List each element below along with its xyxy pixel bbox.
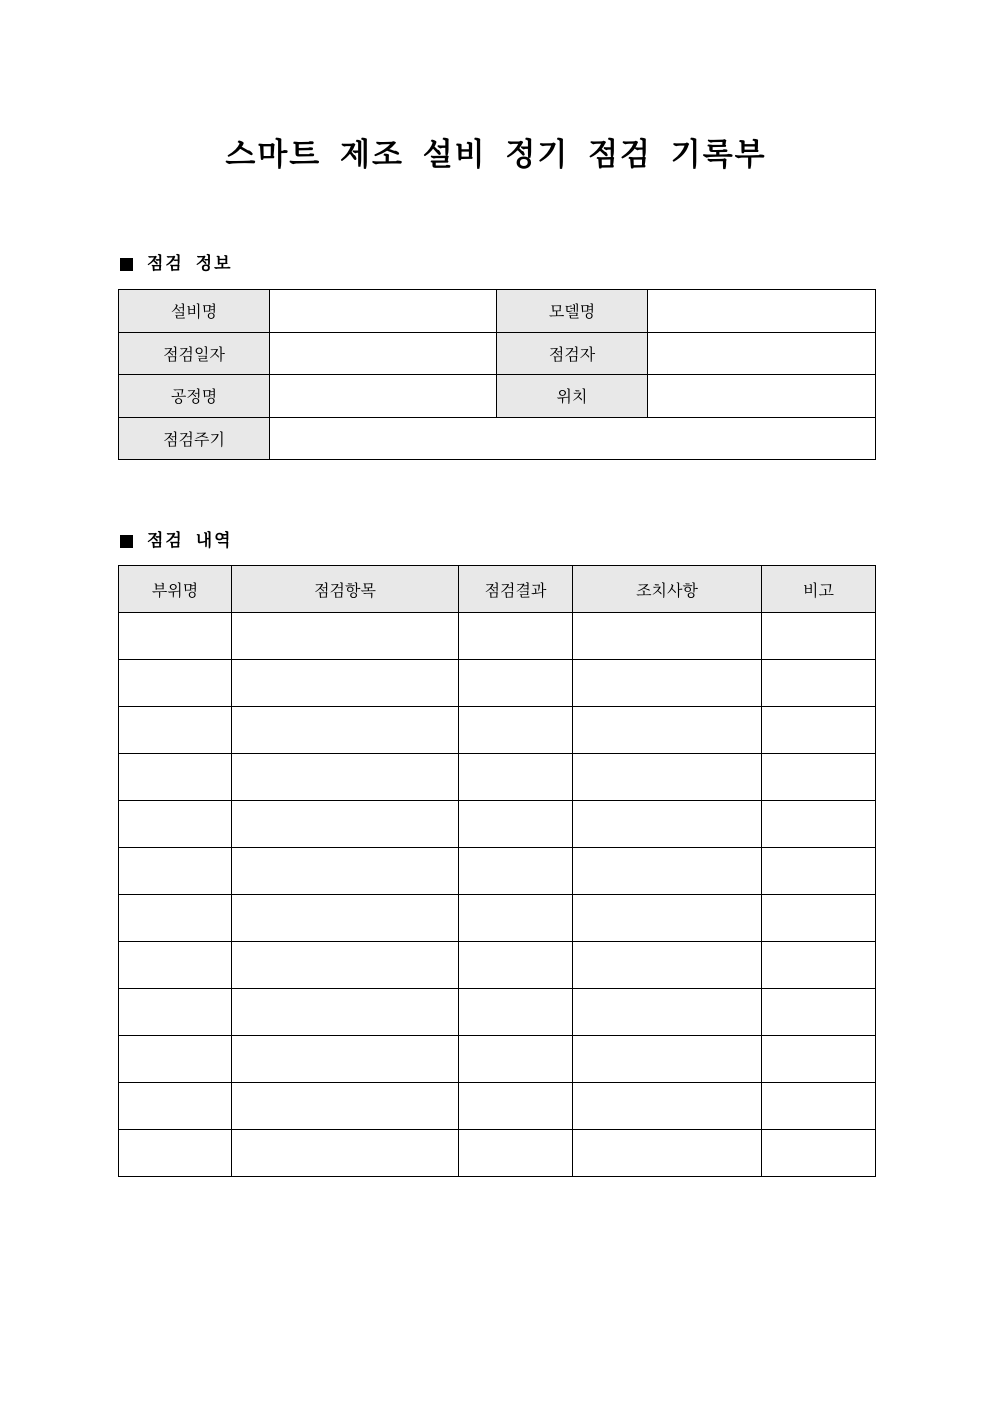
model-name-label: 모델명	[497, 290, 648, 333]
location-field[interactable]	[648, 375, 876, 418]
equipment-name-label: 설비명	[119, 290, 270, 333]
inspection-item-cell[interactable]	[232, 707, 459, 754]
model-name-field[interactable]	[648, 290, 876, 333]
inspection-item-cell[interactable]	[232, 754, 459, 801]
part-name-cell[interactable]	[119, 1083, 232, 1130]
table-row	[119, 613, 876, 660]
table-row	[119, 942, 876, 989]
info-row	[119, 417, 876, 460]
inspector-label: 점검자	[497, 332, 648, 375]
part-name-cell[interactable]	[119, 660, 232, 707]
result-cell[interactable]	[459, 1130, 573, 1177]
square-bullet-icon	[120, 535, 133, 548]
result-cell[interactable]	[459, 613, 573, 660]
process-name-field[interactable]	[270, 375, 497, 418]
remarks-cell[interactable]	[762, 942, 876, 989]
result-cell[interactable]	[459, 848, 573, 895]
part-name-cell[interactable]	[119, 754, 232, 801]
result-cell[interactable]	[459, 1083, 573, 1130]
action-cell[interactable]	[573, 801, 762, 848]
column-header-remarks: 비고	[762, 566, 876, 613]
inspection-item-cell[interactable]	[232, 848, 459, 895]
inspection-detail-table	[118, 565, 876, 1177]
remarks-cell[interactable]	[762, 895, 876, 942]
inspection-item-cell[interactable]	[232, 1036, 459, 1083]
info-row	[119, 332, 876, 375]
inspection-item-cell[interactable]	[232, 895, 459, 942]
remarks-cell[interactable]	[762, 848, 876, 895]
equipment-name-field[interactable]	[270, 290, 497, 333]
part-name-cell[interactable]	[119, 942, 232, 989]
action-cell[interactable]	[573, 613, 762, 660]
info-row	[119, 375, 876, 418]
part-name-cell[interactable]	[119, 895, 232, 942]
action-cell[interactable]	[573, 754, 762, 801]
column-header-part-name: 부위명	[119, 566, 232, 613]
result-cell[interactable]	[459, 801, 573, 848]
remarks-cell[interactable]	[762, 1130, 876, 1177]
inspection-item-cell[interactable]	[232, 660, 459, 707]
inspection-item-cell[interactable]	[232, 989, 459, 1036]
inspection-date-field[interactable]	[270, 332, 497, 375]
page-title: 스마트 제조 설비 정기 점검 기록부	[225, 137, 767, 173]
table-row	[119, 754, 876, 801]
result-cell[interactable]	[459, 942, 573, 989]
part-name-cell[interactable]	[119, 613, 232, 660]
result-cell[interactable]	[459, 660, 573, 707]
inspection-date-label: 점검일자	[119, 332, 270, 375]
result-cell[interactable]	[459, 895, 573, 942]
action-cell[interactable]	[573, 848, 762, 895]
action-cell[interactable]	[573, 707, 762, 754]
result-cell[interactable]	[459, 707, 573, 754]
column-header-inspection-item: 점검항목	[232, 566, 459, 613]
column-header-result: 점검결과	[459, 566, 573, 613]
inspection-info-table	[118, 289, 876, 460]
table-row	[119, 1036, 876, 1083]
remarks-cell[interactable]	[762, 989, 876, 1036]
action-cell[interactable]	[573, 1036, 762, 1083]
table-row	[119, 1130, 876, 1177]
remarks-cell[interactable]	[762, 613, 876, 660]
process-name-label: 공정명	[119, 375, 270, 418]
inspection-cycle-field[interactable]	[270, 417, 876, 460]
section-heading-info	[118, 252, 233, 276]
part-name-cell[interactable]	[119, 848, 232, 895]
part-name-cell[interactable]	[119, 801, 232, 848]
table-row	[119, 801, 876, 848]
inspection-cycle-label: 점검주기	[119, 417, 270, 460]
inspection-item-cell[interactable]	[232, 942, 459, 989]
action-cell[interactable]	[573, 989, 762, 1036]
remarks-cell[interactable]	[762, 707, 876, 754]
part-name-cell[interactable]	[119, 707, 232, 754]
action-cell[interactable]	[573, 1130, 762, 1177]
remarks-cell[interactable]	[762, 660, 876, 707]
action-cell[interactable]	[573, 1083, 762, 1130]
table-row	[119, 660, 876, 707]
action-cell[interactable]	[573, 660, 762, 707]
action-cell[interactable]	[573, 895, 762, 942]
inspection-item-cell[interactable]	[232, 801, 459, 848]
section-heading-label: 점검 정보	[147, 254, 233, 274]
result-cell[interactable]	[459, 754, 573, 801]
table-row	[119, 1083, 876, 1130]
table-row	[119, 848, 876, 895]
location-label: 위치	[497, 375, 648, 418]
part-name-cell[interactable]	[119, 1036, 232, 1083]
inspection-item-cell[interactable]	[232, 1130, 459, 1177]
result-cell[interactable]	[459, 989, 573, 1036]
table-header-row	[119, 566, 876, 613]
section-heading-detail	[118, 529, 233, 553]
inspection-item-cell[interactable]	[232, 613, 459, 660]
table-row	[119, 895, 876, 942]
table-row	[119, 989, 876, 1036]
remarks-cell[interactable]	[762, 801, 876, 848]
inspection-item-cell[interactable]	[232, 1083, 459, 1130]
remarks-cell[interactable]	[762, 1083, 876, 1130]
square-bullet-icon	[120, 258, 133, 271]
result-cell[interactable]	[459, 1036, 573, 1083]
section-heading-label: 점검 내역	[147, 531, 233, 551]
part-name-cell[interactable]	[119, 989, 232, 1036]
inspector-field[interactable]	[648, 332, 876, 375]
part-name-cell[interactable]	[119, 1130, 232, 1177]
action-cell[interactable]	[573, 942, 762, 989]
remarks-cell[interactable]	[762, 754, 876, 801]
info-row	[119, 290, 876, 333]
table-row	[119, 707, 876, 754]
remarks-cell[interactable]	[762, 1036, 876, 1083]
column-header-action: 조치사항	[573, 566, 762, 613]
